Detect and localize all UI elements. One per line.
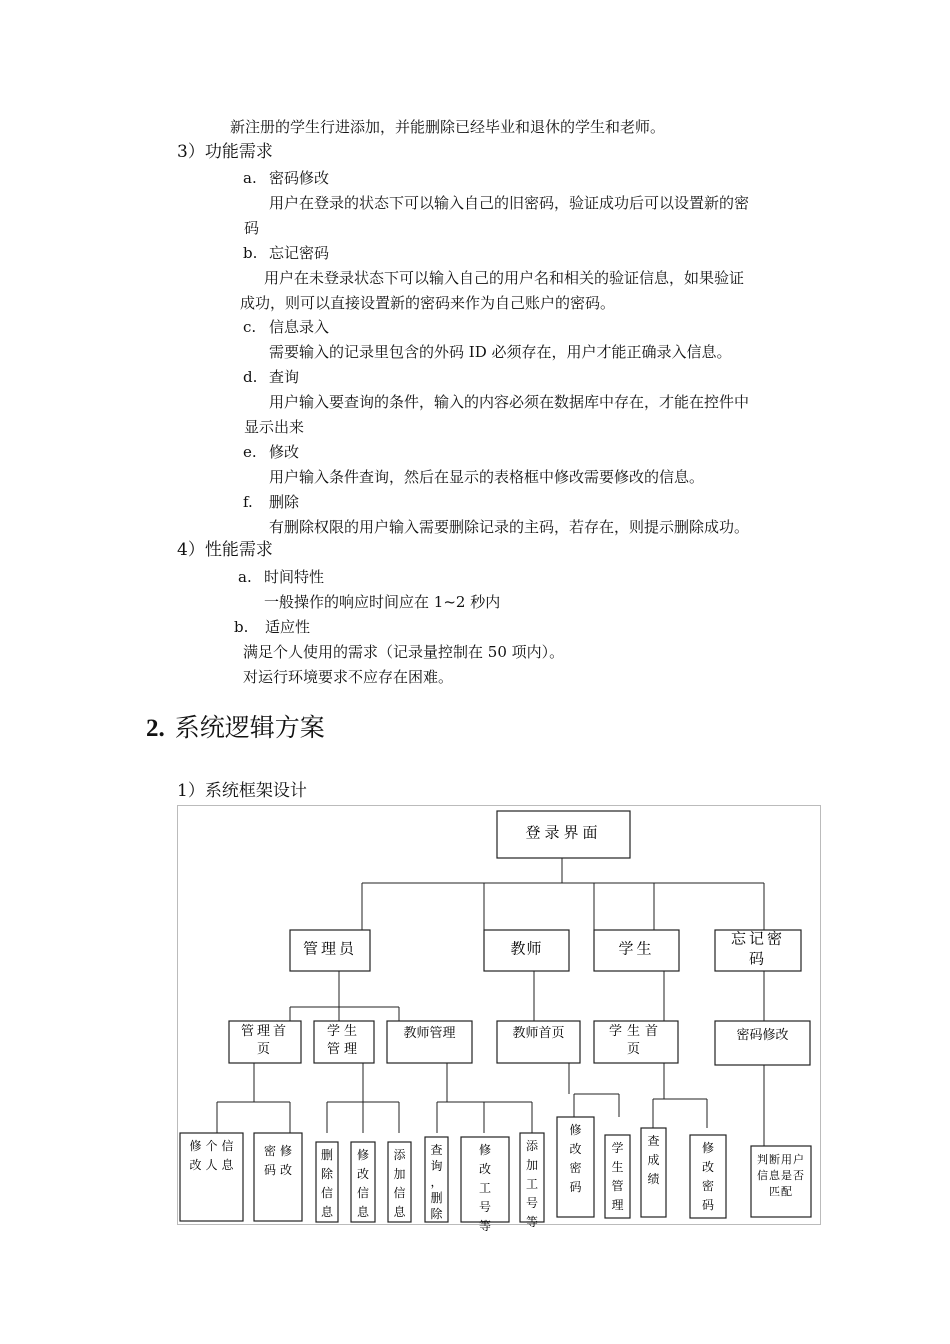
- leaf-verify-match-label-3: 匹配: [769, 1185, 793, 1198]
- perf-item-b-marker: b.: [234, 618, 249, 636]
- leaf-admin-password-label-2: 修改: [279, 1144, 293, 1177]
- func-item-f-title: f. 删除: [243, 493, 300, 511]
- leaf-admin-password-box: [254, 1133, 302, 1221]
- admin-home-label-1: 管理首: [240, 1024, 290, 1039]
- performance-heading: 4）性能需求: [177, 540, 273, 560]
- func-item-a-desc-2: 码: [244, 219, 260, 237]
- leaf-query-delete-label: 查询，删除: [430, 1143, 443, 1221]
- student-label: 学生: [618, 939, 655, 958]
- func-item-c-marker: c.: [243, 318, 257, 336]
- leaf-add-info-label: 添加信息: [393, 1148, 406, 1219]
- func-item-e-marker: e.: [243, 443, 257, 461]
- teacher-label: 教师: [510, 939, 543, 958]
- perf-item-b-title: b. 适应性: [234, 618, 311, 636]
- func-item-b-desc-2: 成功，则可以直接设置新的密码来作为自己账户的密码。: [240, 294, 616, 312]
- perf-item-a-title: a. 时间特性: [238, 568, 325, 586]
- func-item-b-marker: b.: [243, 244, 258, 262]
- func-item-b-desc-1: 用户在未登录状态下可以输入自己的用户名和相关的验证信息，如果验证: [264, 269, 745, 287]
- func-item-a-title: a. 密码修改: [243, 169, 330, 187]
- section2-title: 系统逻辑方案: [174, 713, 325, 742]
- teacher-home-label: 教师首页: [512, 1026, 565, 1041]
- root-label: 登录界面: [525, 823, 602, 842]
- func-item-d-desc-1: 用户输入要查询的条件，输入的内容必须在数据库中存在，才能在控件中: [269, 393, 750, 411]
- section2-heading: [146, 712, 325, 745]
- functional-heading: 3）功能需求: [177, 142, 273, 162]
- func-item-d-desc-2: 显示出来: [244, 418, 305, 436]
- func-item-b-title: b. 忘记密码: [243, 244, 330, 262]
- func-item-a-marker: a.: [243, 169, 257, 187]
- leaf-edit-profile-label-2: 个人: [205, 1139, 218, 1172]
- func-item-c-title: c. 信息录入: [243, 318, 330, 336]
- student-home-label-1: 学生首: [608, 1024, 664, 1039]
- leaf-edit-info-label: 修改信息: [356, 1148, 370, 1219]
- leaf-edit-profile-label-3: 信息: [221, 1139, 234, 1172]
- leaf-add-id-label: 添加工号等: [525, 1139, 539, 1229]
- student-mgmt-label-1: 学生: [326, 1024, 362, 1039]
- admin-home-label-2: 页: [256, 1042, 274, 1057]
- teacher-mgmt-label: 教师管理: [403, 1026, 456, 1041]
- func-item-d-title: d. 查询: [243, 368, 300, 386]
- func-item-a-desc-1: 用户在登录的状态下可以输入自己的旧密码，验证成功后可以设置新的密: [269, 194, 750, 212]
- func-item-f-desc-1: 有删除权限的用户输入需要删除记录的主码，若存在，则提示删除成功。: [269, 518, 750, 536]
- system-framework-diagram: [177, 805, 821, 1233]
- leaf-student-mgmt-label: 学生管理: [611, 1141, 624, 1212]
- perf-item-a-marker: a.: [238, 568, 252, 586]
- leaf-delete-info-label: 删除信息: [320, 1148, 334, 1219]
- password-change-label: 密码修改: [736, 1028, 789, 1043]
- forgot-label-2: 码: [748, 949, 768, 968]
- func-item-c-desc-1: 需要输入的记录里包含的外码 ID 必须存在，用户才能正确录入信息。: [269, 343, 732, 361]
- leaf-grades-label: 查成绩: [647, 1134, 660, 1186]
- func-item-f-marker: f.: [243, 493, 253, 511]
- leaf-admin-password-label-1: 密码: [263, 1144, 277, 1177]
- leaf-edit-profile-label-1: 修改: [189, 1139, 202, 1172]
- leaf-student-password-label: 修改密码: [701, 1141, 715, 1212]
- perf-item-b-desc-2: 对运行环境要求不应存在困难。: [243, 668, 454, 686]
- leaf-teacher-password-label: 修改密码: [569, 1123, 582, 1194]
- func-item-e-desc-1: 用户输入条件查询，然后在显示的表格框中修改需要修改的信息。: [269, 468, 705, 486]
- leaf-verify-match-label-1: 判断用户: [757, 1153, 805, 1166]
- func-item-d-marker: d.: [243, 368, 258, 386]
- leaf-verify-match-label-2: 信息是否: [757, 1169, 805, 1182]
- admin-label: 管理员: [302, 939, 358, 958]
- func-item-e-title: e. 修改: [243, 443, 300, 461]
- student-mgmt-label-2: 管理: [326, 1042, 362, 1057]
- intro-line: 新注册的学生行进添加，并能删除已经毕业和退休的学生和老师。: [230, 118, 666, 136]
- section2-subheading: 1）系统框架设计: [177, 781, 307, 801]
- perf-item-b-desc-1: 满足个人使用的需求（记录量控制在 50 项内）。: [243, 643, 565, 661]
- forgot-label-1: 忘记密: [730, 929, 786, 948]
- perf-item-a-desc-1: 一般操作的响应时间应在 1~2 秒内: [264, 593, 501, 611]
- leaf-edit-id-label: 修改工号等: [478, 1143, 492, 1233]
- section2-number: 2.: [146, 715, 165, 742]
- student-home-label-2: 页: [626, 1042, 646, 1057]
